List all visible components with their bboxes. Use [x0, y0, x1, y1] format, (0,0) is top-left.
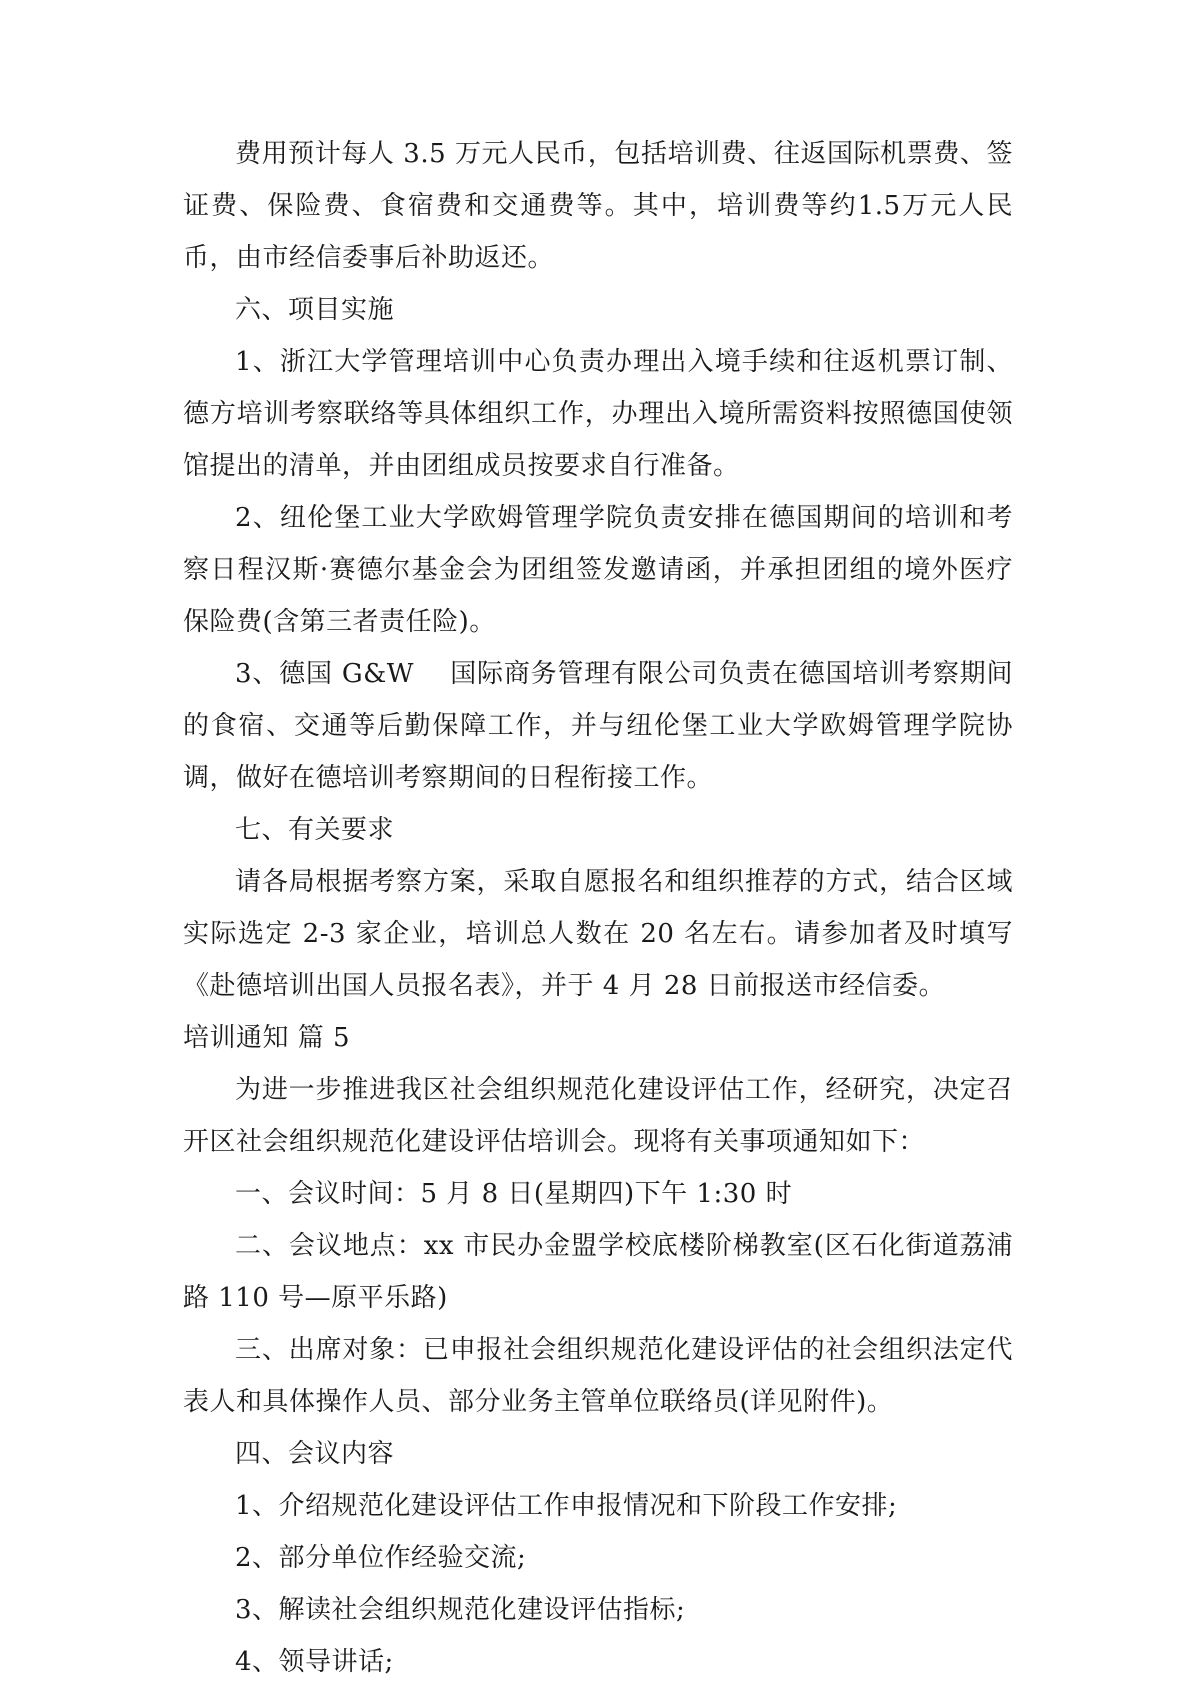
content-item-4: 4、领导讲话;: [235, 1647, 394, 1677]
document-body: [183, 128, 1013, 1688]
article-title: 培训通知 篇 5: [183, 1023, 351, 1053]
intro-paragraph: 为进一步推进我区社会组织规范化建设评估工作，经研究，决定召开区社会组织规范化建设评估培训会。现将有关事项通知如下：: [183, 1075, 1013, 1157]
meeting-location: 二、会议地点：xx 市民办金盟学校底楼阶梯教室(区石化街道荔浦路 110 号—原平乐路): [183, 1231, 1013, 1313]
content-item-1: 1、介绍规范化建设评估工作申报情况和下阶段工作安排;: [235, 1491, 898, 1521]
meeting-attendees: 三、出席对象：已申报社会组织规范化建设评估的社会组织法定代表人和具体操作人员、部分业务主管单位联络员(详见附件)。: [183, 1335, 1013, 1417]
implementation-item-3: 3、德国 G&W 国际商务管理有限公司负责在德国培训考察期间的食宿、交通等后勤保障工作，并与纽伦堡工业大学欧姆管理学院协调，做好在德培训考察期间的日程衔接工作。: [183, 659, 1013, 793]
requirements-paragraph: 请各局根据考察方案，采取自愿报名和组织推荐的方式，结合区域实际选定 2-3 家企业，培训总人数在 20 名左右。请参加者及时填写《赴德培训出国人员报名表》，并于 4 月 28 日前报送市经信委。: [183, 867, 1013, 1001]
implementation-item-2: 2、纽伦堡工业大学欧姆管理学院负责安排在德国期间的培训和考察日程汉斯·赛德尔基金会为团组签发邀请函，并承担团组的境外医疗保险费(含第三者责任险)。: [183, 503, 1013, 637]
cost-paragraph: 费用预计每人 3.5 万元人民币，包括培训费、往返国际机票费、签证费、保险费、食宿费和交通费等。其中，培训费等约1.5万元人民币，由市经信委事后补助返还。: [183, 139, 1013, 273]
meeting-time: 一、会议时间：5 月 8 日(星期四)下午 1:30 时: [235, 1179, 793, 1209]
section-heading-content: 四、会议内容: [235, 1439, 395, 1469]
implementation-item-1: 1、浙江大学管理培训中心负责办理出入境手续和往返机票订制、德方培训考察联络等具体组织工作，办理出入境所需资料按照德国使领馆提出的清单，并由团组成员按要求自行准备。: [183, 347, 1013, 481]
section-heading-implementation: 六、项目实施: [235, 295, 395, 325]
content-item-2: 2、部分单位作经验交流;: [235, 1543, 527, 1573]
section-heading-requirements: 七、有关要求: [235, 815, 395, 845]
content-item-3: 3、解读社会组织规范化建设评估指标;: [235, 1595, 686, 1625]
